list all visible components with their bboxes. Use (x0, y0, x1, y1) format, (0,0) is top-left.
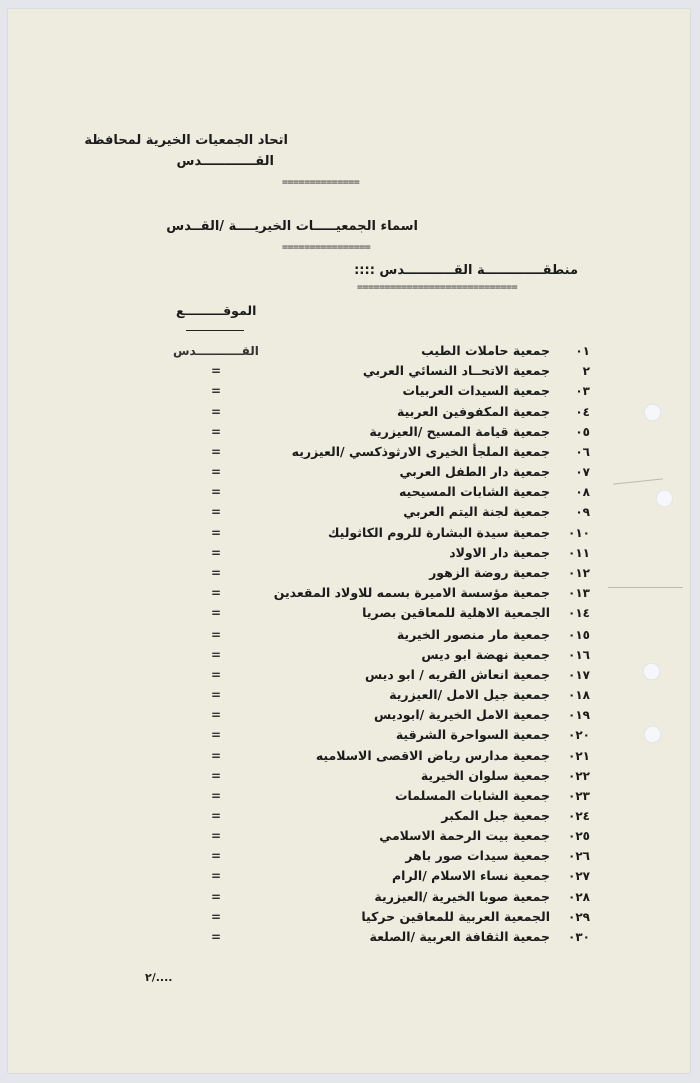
society-name: جمعية حاملات الطيب (421, 343, 550, 358)
society-location: = (211, 505, 222, 519)
location-header-underline (186, 330, 244, 331)
society-name: جمعية الملجأ الخيرى الارثوذكسي /العيزريه (291, 444, 550, 459)
society-name: جمعية الثقافة العربية /الصلعة (369, 929, 550, 944)
table-row (8, 666, 690, 686)
row-number: ٠٩ (575, 505, 590, 519)
society-name: جمعية انعاش القريه / ابو ديس (364, 667, 550, 682)
row-number: ٠٣ (575, 384, 590, 398)
society-location: = (211, 526, 222, 540)
row-number: ٠٦ (575, 445, 590, 459)
society-location: = (211, 648, 222, 662)
row-number: ٠٢٥ (568, 829, 590, 843)
society-location: = (211, 890, 222, 904)
society-name: جمعية مؤسسة الاميرة بسمه للاولاد المقعدين (273, 585, 550, 600)
society-name: جمعية لجنة اليتم العربي (403, 504, 550, 519)
society-location: = (211, 445, 222, 459)
row-number: ٠١٦ (568, 648, 590, 662)
row-number: ٢ (582, 364, 590, 378)
society-location: = (211, 849, 222, 863)
society-location: = (211, 628, 222, 642)
table-row (8, 362, 690, 382)
table-row (8, 807, 690, 827)
location-column-header: الموقـــــــــع (176, 303, 257, 318)
table-row (8, 423, 690, 443)
organization-title: اتحاد الجمعيات الخيرية لمحافظة (84, 133, 288, 148)
society-location: = (211, 809, 222, 823)
society-name: جمعية الشابات المسيحيه (398, 484, 550, 499)
row-number: ٠١٧ (568, 668, 590, 682)
society-location: = (211, 586, 222, 600)
society-location: القـــــــــــدس (173, 344, 259, 358)
society-name: جمعية سيدات صور باهر (405, 848, 550, 863)
society-name: جمعية السواحرة الشرقية (395, 727, 550, 742)
society-location: = (211, 769, 222, 783)
table-row (8, 747, 690, 767)
society-name: جمعية دار الاولاد (449, 545, 550, 560)
society-name: جمعية الاتحــاد النسائي العربي (362, 363, 550, 378)
society-location: = (211, 708, 222, 722)
table-row (8, 646, 690, 666)
row-number: ٠٢١ (568, 749, 590, 763)
society-location: = (211, 728, 222, 742)
society-name: جمعية دار الطفل العربي (399, 464, 550, 479)
society-name: جمعية قيامة المسيح /العيزرية (369, 424, 550, 439)
row-number: ٠٢٧ (568, 869, 590, 883)
society-location: = (211, 869, 222, 883)
society-location: = (211, 364, 222, 378)
row-number: ٠١٣ (568, 586, 590, 600)
table-row (8, 584, 690, 604)
society-name: جمعية سيدة البشارة للروم الكاثوليك (327, 525, 550, 540)
row-number: ٠٤ (575, 405, 590, 419)
society-location: = (211, 606, 222, 620)
society-location: = (211, 566, 222, 580)
row-number: ٠١٢ (568, 566, 590, 580)
table-row (8, 443, 690, 463)
row-number: ٠٣٠ (568, 930, 590, 944)
row-number: ٠٢٣ (568, 789, 590, 803)
row-number: ٠٢٠ (568, 728, 590, 742)
page-continuation-marker: ٢/.... (145, 971, 173, 984)
table-row (8, 626, 690, 646)
table-row (8, 827, 690, 847)
document-page (8, 9, 690, 1073)
society-name: جمعية بيت الرحمة الاسلامي (379, 828, 550, 843)
society-location: = (211, 546, 222, 560)
row-number: ٠١٥ (568, 628, 590, 642)
region-separator: ============================= (357, 282, 518, 293)
row-number: ٠١٨ (568, 688, 590, 702)
society-name: جمعية سلوان الخيرية (420, 768, 550, 783)
society-name: جمعية مار منصور الخيرية (396, 627, 550, 642)
region-label: منطقـــــــــــــة القـــــــــــدس :::: (354, 263, 578, 278)
society-name: جمعية جبل المكبر (441, 808, 550, 823)
table-row (8, 382, 690, 402)
document-subtitle: اسماء الجمعيـــــات الخيريــــة /القــدس (166, 219, 418, 234)
table-row (8, 463, 690, 483)
society-name: جمعية الامل الخيرية /ابوديس (374, 707, 550, 722)
society-location: = (211, 425, 222, 439)
society-location: = (211, 668, 222, 682)
society-location: = (211, 829, 222, 843)
table-row (8, 483, 690, 503)
society-name: جمعية جيل الامل /العيزرية (389, 687, 550, 702)
society-name: جمعية نساء الاسلام /الرام (392, 868, 550, 883)
row-number: ٠٢٤ (568, 809, 590, 823)
society-name: جمعية الشابات المسلمات (395, 788, 550, 803)
society-name: جمعية المكفوفين العربية (396, 404, 550, 419)
society-name: جمعية مدارس رياض الاقصى الاسلاميه (315, 748, 550, 763)
society-location: = (211, 930, 222, 944)
table-row (8, 686, 690, 706)
table-row (8, 503, 690, 523)
row-number: ٠٧ (575, 465, 590, 479)
society-location: = (211, 688, 222, 702)
organization-city: القــــــــــــدس (176, 154, 274, 169)
row-number: ٠١٠ (568, 526, 590, 540)
row-number: ٠٢٩ (568, 910, 590, 924)
row-number: ٠٢٨ (568, 890, 590, 904)
society-location: = (211, 910, 222, 924)
society-location: = (211, 749, 222, 763)
table-row (8, 787, 690, 807)
society-location: = (211, 465, 222, 479)
table-row (8, 726, 690, 746)
society-name: جمعية صوبا الخيرية /العيزرية (374, 889, 550, 904)
row-number: ٠٢٢ (568, 769, 590, 783)
row-number: ٠٥ (575, 425, 590, 439)
table-row (8, 767, 690, 787)
row-number: ٠١٤ (568, 606, 590, 620)
row-number: ٠١ (575, 344, 590, 358)
title-separator: ============== (282, 177, 360, 188)
table-row (8, 564, 690, 584)
society-name: جمعية نهضة ابو ديس (421, 647, 550, 662)
table-row (8, 544, 690, 564)
society-location: = (211, 384, 222, 398)
table-row (8, 847, 690, 867)
society-name: الجمعية العربية للمعاقين حركيا (361, 909, 550, 924)
table-row (8, 403, 690, 423)
table-row (8, 867, 690, 887)
table-row (8, 908, 690, 928)
row-number: ٠١٩ (568, 708, 590, 722)
table-row (8, 706, 690, 726)
table-row (8, 888, 690, 908)
table-row (8, 928, 690, 948)
table-row (8, 604, 690, 624)
society-name: الجمعية الاهلية للمعاقين بصريا (362, 605, 550, 620)
row-number: ٠٢٦ (568, 849, 590, 863)
table-row (8, 524, 690, 544)
society-location: = (211, 485, 222, 499)
society-location: = (211, 405, 222, 419)
society-name: جمعية روضة الزهور (429, 565, 550, 580)
subtitle-separator: ================ (282, 242, 371, 253)
table-row (8, 342, 690, 362)
society-location: = (211, 789, 222, 803)
society-name: جمعية السيدات العربيات (402, 383, 550, 398)
row-number: ٠١١ (568, 546, 590, 560)
row-number: ٠٨ (575, 485, 590, 499)
